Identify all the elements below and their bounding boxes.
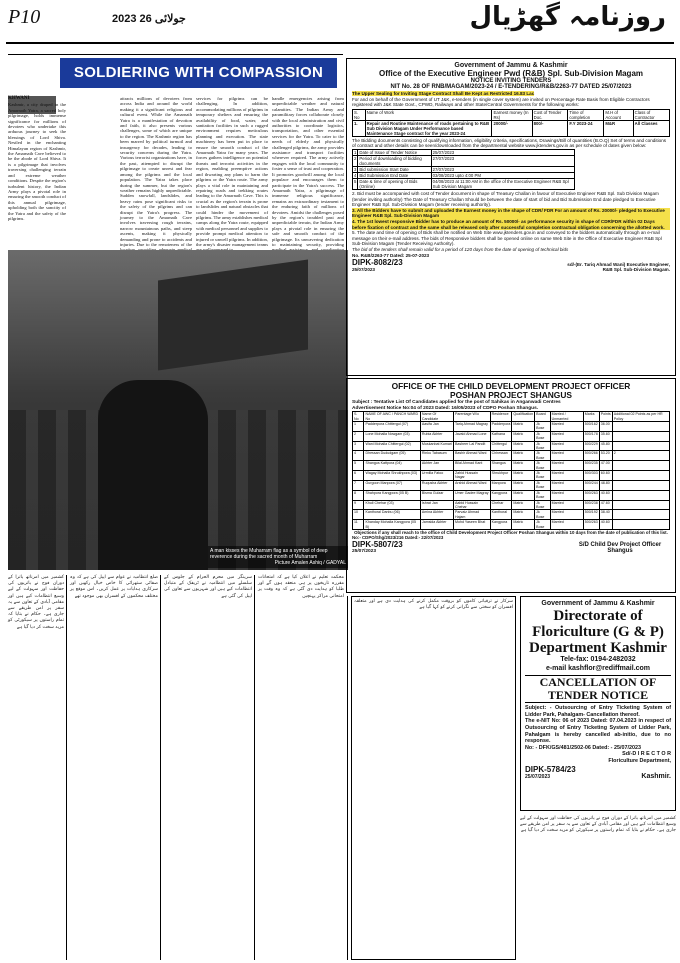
candidate-cell: Kangpora xyxy=(490,490,512,500)
cth: Additional 02 Points as per HR Policy xyxy=(612,412,669,422)
cdpo-subject: Subject : Tentative List Of Candidates applied for the post of Sahikas in Anganwadi Centres xyxy=(352,400,561,405)
candidate-cell: 10 xyxy=(353,510,364,520)
candidate-cell: 7 xyxy=(353,480,364,490)
td-time: F.Y 2023-24 xyxy=(568,120,604,136)
candidate-cell: Married xyxy=(550,471,583,481)
candidate-cell: Chhessan xyxy=(490,451,512,461)
tender-nit: NIT No. 28 OF RNB/MAGAM/2023-24 / E-TENDERING/R&B/2263-77 DATED 25/07/2023 xyxy=(390,84,632,90)
column-divider xyxy=(347,596,348,960)
flor-subject: Subject: - Outsourcing of Entry Ticketing System of Lidder Park, Pahalgam- Cancellation thereof. xyxy=(525,705,671,718)
candidate-cell: Chittergul xyxy=(490,441,512,451)
flor-dir-3: Department Kashmir xyxy=(529,640,667,657)
candidate-cell: 500/192 xyxy=(583,510,599,520)
candidate-cell: Padderpora xyxy=(490,422,512,432)
sched-date: 25/07/2023 xyxy=(431,149,574,155)
candidate-row xyxy=(353,490,670,500)
sched-item: Date of Issue of Tender Notice xyxy=(358,149,431,155)
photo-caption-text: A man kisses the Muharram flag as a symbol of deep reverence during the sacred month of Muharram xyxy=(210,548,328,560)
candidate-cell: Married xyxy=(550,490,583,500)
candidate-cell: Wani Mohalla Chittergul (02) xyxy=(364,441,420,451)
candidate-cell: Matric xyxy=(512,510,535,520)
urdu-column-4: محکمہ تعلیم نے اعلان کیا ہے کہ امتحانات مقررہ تاریخوں پر ہی منعقد ہوں گے اور طلبا کو ہدایت دی گئی ہے کہ وہ وقت پر امتحانی مراکز پہنچیں xyxy=(258,575,344,599)
urdu-column-6: کشمیر میں امرناتھ یاترا کے دوران فوج نے یاتریوں کی حفاظت اور سہولت کے لیے وسیع انتظامات کیے ہیں اور مقامی آبادی کے تعاون سے یہ سفر پر امن طریقے سے جاری ہے۔ حکام نے بتایا کہ تمام راستوں پر سیکورٹی کو مزید سخت کر دیا گیا ہے xyxy=(520,816,676,834)
candidate-cell: Matric xyxy=(512,520,535,530)
tender-intro: For and on behalf of the Government of UT J&K, e-tenders (in single cover system) are invited on Percentage Rate Basis from Eligible Contractors registered with J&K State Govt., CPWD, Railways and other State/Central Governments for the following works: xyxy=(352,96,650,108)
feature-banner: SOLDIERING WITH COMPASSION xyxy=(60,58,337,88)
candidate-cell: 47.00 xyxy=(599,461,612,471)
column-divider xyxy=(160,575,161,960)
candidate-cell: Aabid Hussain Chehar xyxy=(453,500,490,510)
candidate-cell xyxy=(612,441,669,451)
candidate-cell: 60.60 xyxy=(599,471,612,481)
flor-cn-2: TENDER NOTICE xyxy=(547,688,649,703)
candidate-cell: 9 xyxy=(353,500,364,510)
cdpo-dipk-date: 25/07/2023 xyxy=(352,549,377,555)
candidate-cell: 45.80 xyxy=(599,441,612,451)
candidate-cell: Padderpora Chittergul (07) xyxy=(364,422,420,432)
candidate-cell: Umer Gadee Magray xyxy=(453,490,490,500)
tender-validity: The bid of the tenders shall remain valid for a period of 120 days from the date of opening of technical bids xyxy=(352,246,569,252)
flor-fax: Tele-fax: 0194-2482032 xyxy=(560,656,636,664)
candidate-row xyxy=(353,441,670,451)
cth: S. No xyxy=(353,412,364,422)
candidate-cell: Dhessan Dududgam (05) xyxy=(364,451,420,461)
candidate-row xyxy=(353,480,670,490)
candidate-cell: Khull Chehar (03) xyxy=(364,500,420,510)
candidate-cell: 47.60 xyxy=(599,500,612,510)
candidate-cell: 500/235 xyxy=(583,461,599,471)
sched-no: 5 xyxy=(353,178,358,189)
tender-signatory: sd/-(Er. Tariq Ahmad Wani) Executive Engineer, R&B Spl. Sub-Division Magam. xyxy=(567,261,670,273)
candidate-cell: Kanthoral xyxy=(490,510,512,520)
newspaper-name: روزنامہ گھڑیال xyxy=(469,2,666,32)
banner-rule xyxy=(8,54,343,55)
candidate-cell: Shangus xyxy=(490,461,512,471)
td-mh: M&R xyxy=(604,120,633,136)
photo-credit: Picture Amalen Ashiq / GADYAL xyxy=(274,560,346,566)
feature-text-3: services for pilgrims can be challenging. In addition, accommodating millions of pilgrims in temporary shelters and ensuring the availability of food, water, and sanitation facilities in such a rugged environment requires meticulous planning and execution. The state machinery has been put in place to ensure the smooth conduct of the Amarnath Yatra for many years. The forces gathers intelligence on potential threats and terrorist activities in the region, enabling preemptive actions and thwarting any plans to harm the pilgrims or the Yatra route. The army plays a vital role in maintaining and repairing roads and trekking routes leading to the Amarnath Cave. This is crucial as the region's terrain is prone to landslides and natural obstacles that could hinder the movement of pilgrims. The army establishes medical camps along the Yatra route, equipped with medical personnel and supplies to provide prompt medical attention to injured or unwell pilgrims. In addition, the army's disaster management teams xyxy=(196,96,268,247)
candidate-cell: Jk Bose xyxy=(535,510,550,520)
candidate-cell: Zahid Hussain Nagar xyxy=(453,471,490,481)
candidate-cell: Matric xyxy=(512,500,535,510)
candidate-cell: Jk Bose xyxy=(535,520,550,530)
candidate-row xyxy=(353,520,670,530)
candidate-cell: Chehar xyxy=(490,500,512,510)
cdpo-dipk: DIPK-5807/23 xyxy=(352,540,403,550)
candidate-cell: Urmilla Fatoo xyxy=(420,471,453,481)
floriculture-notice xyxy=(520,596,676,811)
cth: Qualification xyxy=(512,412,535,422)
feature-column-4 xyxy=(272,96,344,246)
candidate-cell: Akhter Jan xyxy=(420,461,453,471)
candidate-cell: Rubia Akhter xyxy=(420,431,453,441)
cth: Board xyxy=(535,412,550,422)
photo-figure xyxy=(98,380,208,570)
candidate-cell: Bilal Ahmad Kant xyxy=(453,461,490,471)
candidate-cell: Shahpora Kangpora (05 B) xyxy=(364,490,420,500)
candidate-cell: Matric xyxy=(512,490,535,500)
candidate-cell xyxy=(612,422,669,432)
tender-eligibility: The Bidding documents consisting of qualifying information, eligibility criteria, specifications, Drawings/Bill of quantities (B.O.Q) Set of terms and conditions of contract and other details can be seen/downloaded from the departmental website www.jktenders.gov.in as per schedule of dates given below: xyxy=(352,137,667,149)
candidate-cell: Muskanbat Kumari xyxy=(420,441,453,451)
candidate-cell: Amina Akhter xyxy=(420,510,453,520)
candidate-cell: Married xyxy=(550,422,583,432)
candidate-cell: Ruqusha Akhter xyxy=(420,480,453,490)
schedule-table xyxy=(352,149,575,190)
candidate-cell: Ishrat Jan xyxy=(420,500,453,510)
flor-sd: Sd/-D I R E C T O R xyxy=(622,751,671,758)
sched-item: Date & time of opening of Bids (Online) xyxy=(358,178,431,189)
flor-dept: Floriculture Department, xyxy=(608,757,671,764)
candidate-cell: Matric xyxy=(512,422,535,432)
candidate-cell: 500/303 xyxy=(583,471,599,481)
candidate-cell: 500/229 xyxy=(583,441,599,451)
feature-column-3 xyxy=(196,96,268,246)
candidate-cell: Matric xyxy=(512,461,535,471)
candidate-cell: Jk Bose xyxy=(535,431,550,441)
candidate-cell: 8 xyxy=(353,490,364,500)
flor-place: Kashmir. xyxy=(641,772,671,780)
flor-gov: Government of Jammu & Kashmir xyxy=(541,600,655,607)
candidate-cell xyxy=(612,471,669,481)
candidate-cell: Rinku Tabasum xyxy=(420,451,453,461)
candidate-cell: Jk Bose xyxy=(535,451,550,461)
flor-dipk: DIPK-5784/23 xyxy=(525,764,576,774)
feature-column-2 xyxy=(120,96,192,246)
candidate-cell xyxy=(612,520,669,530)
candidate-cell: Shrukhpur xyxy=(490,471,512,481)
cdpo-footer: Objections if any shall reach to the office of Child Development Project Officer Poshan Shangus within 10 days from the date of publication of this list. xyxy=(354,529,668,535)
th-class: Class of Contractor xyxy=(633,109,669,120)
sched-no: 3 xyxy=(354,166,357,172)
candidate-cell: Bashir Ahmad Wani xyxy=(453,451,490,461)
candidate-cell: Lone Mohalla Nowgam (03) xyxy=(364,431,420,441)
candidate-cell: 500/263 xyxy=(583,520,599,530)
candidate-cell: Kathana xyxy=(490,431,512,441)
candidate-cell: 48.80 xyxy=(599,480,612,490)
candidate-cell: Mohd Yaseen Bhat xyxy=(453,520,490,530)
candidate-cell: Married xyxy=(550,461,583,471)
cth: NAME OF AWC / PANCH WARD No xyxy=(364,412,420,422)
issue-date: 2023 جولائی 26 xyxy=(112,13,186,25)
sched-item: Period of downloading of bidding documents xyxy=(358,155,431,166)
cdpo-ref: Advertisement Notice No:04 of 2023 Dated: 16/05/2023 of CDPO Poshan Shangus. xyxy=(352,405,539,411)
candidates-table xyxy=(352,411,670,530)
sched-date: 27/07/2023 xyxy=(431,166,574,172)
sched-no: 2 xyxy=(353,155,358,166)
candidate-cell: Gurgoon Manpora (07) xyxy=(364,480,420,490)
flor-email: e-mail kashflor@rediffmail.com xyxy=(545,664,651,672)
sched-date: 03/08/2023 upto 4:00 PM xyxy=(431,172,574,178)
candidate-cell: Bisma Gulzar xyxy=(420,490,453,500)
candidate-cell: Jk Bose xyxy=(535,441,550,451)
candidate-row xyxy=(353,471,670,481)
candidate-cell: Shangus Kattpora (04) xyxy=(364,461,420,471)
main-photo xyxy=(8,250,348,570)
th-emd: Earnest money (In Rs) xyxy=(492,109,532,120)
candidate-cell: Parvaiz Ahmad Hajam xyxy=(453,510,490,520)
feature-text-1: Kashmir, a city draped in the Amarnath Yatra, a sacred holy pilgrimage, holds immense significance for millions of devotees who undertake this arduous journey to seek the blessings of Lord Shiva. Nestled in the enchanting Himalayan region of Kashmir, the Amarnath Cave believed to be the abode of Lord Shiva. It is a pilgrimage that involves traversing challenging terrain and extreme weather conditions. Despite the region's turbulent history, the Indian Army plays a pivotal role in ensuring the smooth conduct of this annual pilgrimage, upholding both the sanctity of the Yatra and the safety of the pilgrims. xyxy=(8,102,66,221)
th-sno: S. No xyxy=(353,109,366,120)
candidate-cell: Jk Bose xyxy=(535,500,550,510)
tender-dipk: DIPK-8082/23 xyxy=(352,258,403,268)
candidate-cell: Aasifa Jan xyxy=(420,422,453,432)
sched-no: 4 xyxy=(354,172,357,178)
candidate-cell: Jamsida Akhter xyxy=(420,520,453,530)
candidate-cell: Khanday Mohalla Kangpora (05 B) xyxy=(364,520,420,530)
tender-note: The Upper Sealing for Inviting Stage Contract Shall Be Kept as Restricted 16.83 Lac xyxy=(352,91,535,96)
cdpo-title: OFFICE OF THE CHILD DEVELOPMENT PROJECT OFFICER xyxy=(391,381,631,391)
th-time: Time of completion xyxy=(568,109,604,120)
flor-date: 25/07/2023 xyxy=(525,773,551,780)
cdpo-signatory: S/D Child Dev Project Officer Shangus xyxy=(578,542,662,555)
th-mh: M.H of Account xyxy=(604,109,633,120)
candidate-cell: 500/162 xyxy=(583,422,599,432)
works-table xyxy=(352,109,670,137)
candidate-cell: 6 xyxy=(353,471,364,481)
candidate-cell: Manpora xyxy=(490,480,512,490)
feature-text-2: attracts millions of devotees from across India and around the world making it a significant religious and cultural event. While the Amarnath Yatra is a manifestation of devotion and faith, it also presents various challenges, some of which are unique to the region. The Kashmir region has been marred by political turmoil and insurgency for decades, leading to security concerns during the Yatra. Various terrorist organizations have, in the past, attempted to disrupt the pilgrimage to create unrest and fear among the pilgrims and the local population. The Yatra takes place during the summer, but the region's weather remains highly unpredictable. Sudden snowfall, landslides, and heavy rains pose significant risks to the safety of the pilgrims and can disrupt the Yatra's progress. The journey to the Amarnath Cave involves traversing rough terrains, narrow mountainous paths, and steep ascents, making it physically demanding and prone to accidents and injuries. Due to the remoteness of the xyxy=(120,96,192,247)
td-work: Repair and Routine Maintenance of roads pertaining to R&B Sub Division Magam Under Performance based Maintenance Stage contract for the year 2023-24 xyxy=(365,120,492,136)
td-cost: 800/- xyxy=(532,120,568,136)
td-class: All Classes xyxy=(633,120,669,136)
candidate-cell: Jk Bose xyxy=(535,490,550,500)
candidate-cell: Matric xyxy=(512,480,535,490)
tender-dipk-date: 25/07/2023 xyxy=(352,267,375,273)
candidate-cell: 500/238 xyxy=(583,500,599,510)
urdu-column-3: سرینگر میں محرم الحرام کے جلوس کے سلسلے میں انتظامیہ نے ٹریفک کے متبادل انتظامات کیے ہیں اور شہریوں سے تعاون کی اپیل کی گئی ہے xyxy=(164,575,252,599)
sched-date: 27/07/2023 xyxy=(431,155,574,166)
candidate-cell: Matric xyxy=(512,441,535,451)
th-cost: Cost of Tender Doc. xyxy=(532,109,568,120)
cdpo-notice xyxy=(346,378,676,593)
candidate-cell: Kangpora xyxy=(490,520,512,530)
candidate-cell: 36.00 xyxy=(599,422,612,432)
candidate-cell: 40.60 xyxy=(599,520,612,530)
candidate-cell: Kanthoral Danbu (06) xyxy=(364,510,420,520)
cdpo-subtitle: POSHAN PROJECT SHANGUS xyxy=(450,390,572,400)
masthead-rule xyxy=(6,42,674,44)
candidate-cell: 40.60 xyxy=(599,490,612,500)
flor-cn-1: CANCELLATION OF xyxy=(539,675,657,690)
candidate-row xyxy=(353,422,670,432)
tender-notice xyxy=(346,58,676,376)
candidate-cell: 2 xyxy=(612,451,669,461)
tender-gov: Government of Jammu & Kashmir xyxy=(454,62,568,69)
candidate-cell: 53.20 xyxy=(599,451,612,461)
sched-item: Bid submission Start Date xyxy=(358,166,431,172)
candidate-cell: 1 xyxy=(353,422,364,432)
candidate-cell: Married xyxy=(550,480,583,490)
candidate-cell xyxy=(612,500,669,510)
candidate-cell xyxy=(612,490,669,500)
candidate-cell: Wagay Mohalla Shrukhpora (03) xyxy=(364,471,420,481)
candidate-cell: Jk Bose xyxy=(535,461,550,471)
candidate-cell: 500/263 xyxy=(583,490,599,500)
candidate-cell: Arshid Ahmad Wani xyxy=(453,480,490,490)
flor-no: No: - DFK/GS/481/2502-06 Dated: - 25/07/2023 xyxy=(525,744,641,751)
candidate-cell: Married xyxy=(550,451,583,461)
td-sno: 1. xyxy=(353,120,366,136)
urdu-column-5: سرکار نے ترقیاتی کاموں کو بروقت مکمل کرنے کی ہدایت دی ہے اور متعلقہ افسران کو سختی سے نگرانی کرنے کو کہا گیا ہے xyxy=(351,596,516,960)
tender-point-5: 5. The date and time of opening of Bids shall be notified on Web Site www.jktenders.gov.in and conveyed to the bidders automatically through an e-mail message on their e-mail address. The bids of Responsive bidders shall be opened online on same Web Site in the Office of Executive Engineer R&B Spl Sub-Division Magam (Tender Receiving Authority). xyxy=(352,230,662,247)
candidate-cell: 500/266 xyxy=(583,451,599,461)
cth: Parentage W/o xyxy=(453,412,490,422)
candidate-cell: Married xyxy=(550,431,583,441)
cth: Married / Unmarried xyxy=(550,412,583,422)
candidate-cell: Jk Bose xyxy=(535,471,550,481)
sched-no: 1 xyxy=(354,149,357,155)
cth: Marks xyxy=(583,412,599,422)
tender-point-3: 3. All the Bidders have to submit and uploaded the Earnest money in the shape of CDR/ FDR For an amount of Rs. 20000/- pledged to Executive Engineer R&B Spl. Sub-Division Magam xyxy=(352,208,670,219)
candidate-cell xyxy=(612,510,669,520)
candidate-cell: 35.60 xyxy=(599,431,612,441)
candidate-cell: 38.40 xyxy=(599,510,612,520)
flor-dir-1: Directorate of xyxy=(553,608,643,625)
candidate-cell xyxy=(612,461,669,471)
candidate-cell: Married xyxy=(550,441,583,451)
candidate-cell: Matric xyxy=(512,471,535,481)
tender-ref: No. R&B/2263-77 Dated: 25-07-2023 xyxy=(352,252,430,258)
urdu-column-2: ضلع انتظامیہ نے عوام سے اپیل کی ہے کہ وہ صفائی ستھرائی کا خاص خیال رکھیں اور سرکاری ہدایات پر عمل کریں۔ اس موقع پر مختلف محکموں کے افسران بھی موجود تھے xyxy=(70,575,158,599)
candidate-row xyxy=(353,510,670,520)
candidate-cell: 2 xyxy=(353,431,364,441)
candidate-cell: 500/178 xyxy=(583,431,599,441)
feature-column-1 xyxy=(8,96,66,246)
candidate-cell xyxy=(612,431,669,441)
cth: Name Of Candidate xyxy=(420,412,453,422)
cdpo-no: No:- CDPO/Shg/2023/216 Dated:- 22/07/2023 xyxy=(352,535,444,541)
candidate-cell: 3 xyxy=(353,441,364,451)
candidate-cell: Javaid Ahmad Lone xyxy=(453,431,490,441)
feature-dateline: KHWANI xyxy=(8,96,30,101)
feature-text-4: handle emergencies arising from unpredictable weather and natural calamities. The Indian Army and paramilitary forces collaborate closely with the local administration and civil authorities to coordinate logistics, transportation, and other essential services for the Yatra. To cater to the needs of elderly and physically challenged pilgrims, the army provides assistance and transport facilities wherever required. The army actively engages with the local community to foster a sense of trust and cooperation. It promotes goodwill among the local populace and encourages them to participate in the Yatra's success. The Amarnath Yatra, a pilgrimage of immense religious significance, remains an extraordinary testament to the enduring faith of millions of devotees. Amidst the challenges posed by the region's troubled past and unpredictable terrain, the Indian Army plays a pivotal role in ensuring the safe and smooth conduct of the pilgrimage. Its unwavering dedication to maintaining security, providing xyxy=(272,96,344,247)
candidate-cell: Jk Bose xyxy=(535,422,550,432)
photo-flag xyxy=(158,259,308,370)
candidate-cell: Jk Bose xyxy=(535,480,550,490)
td-emd: 20000/- xyxy=(492,120,532,136)
flor-dir-2: Floriculture (G & P) xyxy=(532,624,664,641)
candidate-cell: Tariq Ahmad Magray xyxy=(453,422,490,432)
candidate-row xyxy=(353,431,670,441)
candidate-cell: 11 xyxy=(353,520,364,530)
candidate-cell xyxy=(612,480,669,490)
candidate-cell: Married xyxy=(550,520,583,530)
cth: Points xyxy=(599,412,612,422)
candidate-row xyxy=(353,500,670,510)
candidate-cell: Married xyxy=(550,510,583,520)
tender-point-4: 4. The 1st lowest responsive Bidder has to produce an amount of Rs. 50000/- as performance security in shape of CDR/FDR within 02 Days before fixation of contract and the same shall be released only after successful completion contractual obligation concerning the allotted work. xyxy=(352,219,670,230)
candidate-cell: Basheer Lal Pandit xyxy=(453,441,490,451)
th-work: Name of Work xyxy=(365,109,492,120)
candidate-cell: Married xyxy=(550,500,583,510)
candidate-cell: 500/244 xyxy=(583,480,599,490)
candidate-row xyxy=(353,451,670,461)
photo-caption xyxy=(208,546,348,568)
sched-item: Bid Submission End Date xyxy=(358,172,431,178)
column-divider xyxy=(254,575,255,960)
cth: Residence xyxy=(490,412,512,422)
sched-date: 04/08/2023 at 11:00 AM in the office of the Executive Engineer R&B Spl Sub Division Magam xyxy=(431,178,574,189)
candidate-cell: Matric xyxy=(512,431,535,441)
candidate-row xyxy=(353,461,670,471)
flor-body: The e-NIT No: 06 of 2023 Dated: 07.04.2023 in respect of Outsourcing of Entry Ticketing System of Lidder Park, Pahalgam is hereby cancelled ab-initio, due to no response. xyxy=(525,718,671,745)
tender-office: Office of the Executive Engineer Pwd (R&B) Spl. Sub-Division Magam xyxy=(378,69,644,78)
candidate-cell: Matric xyxy=(512,451,535,461)
tender-heading: NOTICE INVITING TENDERS xyxy=(470,78,552,84)
urdu-column-1: کشمیر میں امرناتھ یاترا کے دوران فوج نے یاتریوں کی حفاظت اور سہولت کے لیے وسیع انتظامات کیے ہیں اور مقامی آبادی کے تعاون سے یہ سفر پر امن طریقے سے جاری ہے۔ حکام نے بتایا کہ تمام راستوں پر سیکورٹی کو مزید سخت کر دیا گیا ہے xyxy=(8,575,64,630)
column-divider xyxy=(66,575,67,960)
tender-point-2: 2. Bid must be accompanied with cost of Tender document in shape of Treasury Challan in favour of Executive Engineer R&B Spl. Sub Division Magam (tender inviting authority) The Date of Treasury Challan Should be between the date of start of bid and Bid Submission End date pledged to Executive Engineer R&B Spl. Sub-Division Magam (tender receiving authority). xyxy=(352,190,659,208)
flor-cancellation-title xyxy=(525,675,671,703)
candidate-cell: 5 xyxy=(353,461,364,471)
page-number: P10 xyxy=(8,6,41,28)
candidate-cell: 4 xyxy=(353,451,364,461)
